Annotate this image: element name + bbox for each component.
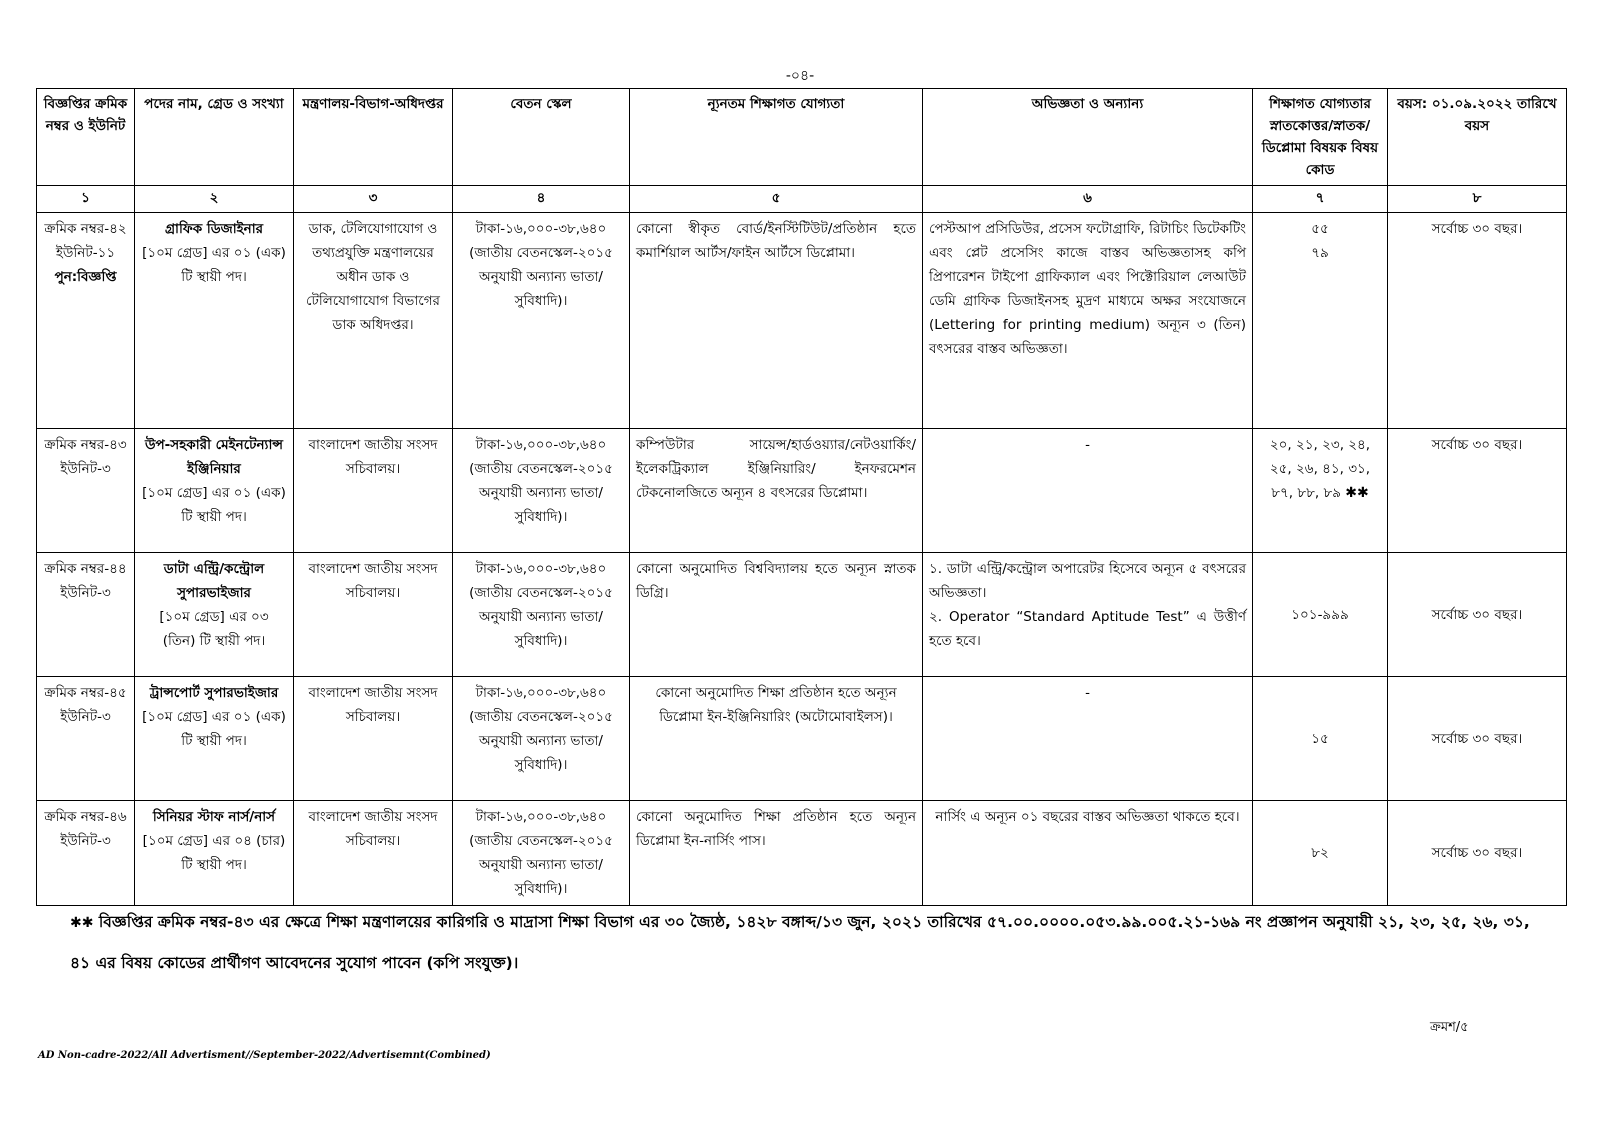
experience-cell: নার্সিং এ অন্যূন ০১ বছরের বাস্তব অভিজ্ঞতা থাকতে হবে। [923,801,1253,906]
serial-cell: ক্রমিক নম্বর-৪৪ ইউনিট-৩ [37,553,135,677]
pay-scale-cell: টাকা-১৬,০০০-৩৮,৬৪০ (জাতীয় বেতনস্কেল-২০১৫ অনুযায়ী অন্যান্য ভাতা/সুবিধাদি)। [453,677,630,801]
experience-cell: - [923,677,1253,801]
serial-cell: ক্রমিক নম্বর-৪৩ ইউনিট-৩ [37,429,135,553]
column-number-row [37,186,1567,213]
post-cell [135,553,294,677]
subject-code-cell: ১৫ [1253,677,1388,801]
table-row [37,213,1567,429]
subject-code-text: ২০, ২১, ২৩, ২৪, ২৫, ২৬, ৪১, ৩১, ৮৭, ৮৮, ৮৯ [1269,437,1371,501]
header-post: পদের নাম, গ্রেড ও সংখ্যা [135,89,294,186]
column-number: ৬ [923,186,1253,213]
column-number: ৭ [1253,186,1388,213]
age-cell: সর্বোচ্চ ৩০ বছর। [1388,213,1567,429]
header-qualification: ন্যূনতম শিক্ষাগত যোগ্যতা [630,89,923,186]
header-subject-code: শিক্ষাগত যোগ্যতার স্নাতকোত্তর/স্নাতক/ ডিপ্লোমা বিষয়ক বিষয় কোড [1253,89,1388,186]
serial-cell [37,213,135,429]
experience-cell: পেস্টআপ প্রসিডিউর, প্রসেস ফটোগ্রাফি, রিটাচিং ডিটেকটিং এবং প্লেট প্রসেসিং কাজে বাস্তব অভিজ্ঞতাসহ কপি প্রিপারেশন টাইপো গ্রাফিক্যাল এবং পিক্টোরিয়াল লেআউট ডেমি গ্রাফিক ডিজাইনসহ মুদ্রণ মাধ্যমে অক্ষর সংযোজনে (Lettering for printing medium) অন্যূন ৩ (তিন) বৎসরের বাস্তব অভিজ্ঞতা। [923,213,1253,429]
ministry-cell: বাংলাদেশ জাতীয় সংসদ সচিবালয়। [294,677,453,801]
column-number: ২ [135,186,294,213]
page-number: -০৪- [785,68,815,84]
serial-text: ক্রমিক নম্বর-৪২ ইউনিট-১১ [44,221,127,261]
pay-scale-cell: টাকা-১৬,০০০-৩৮,৬৪০ (জাতীয় বেতনস্কেল-২০১৫ অনুযায়ী অন্যান্য ভাতা/সুবিধাদি)। [453,213,630,429]
age-cell: সর্বোচ্চ ৩০ বছর। [1388,677,1567,801]
post-cell [135,801,294,906]
advertisement-table [36,88,1567,906]
post-cell [135,213,294,429]
qualification-cell: কোনো অনুমোদিত শিক্ষা প্রতিষ্ঠান হতে অন্যূন ডিপ্লোমা ইন-ইঞ্জিনিয়ারিং (অটোমোবাইলস)। [630,677,923,801]
post-title: ট্রান্সপোর্ট সুপারভাইজার [149,685,279,701]
column-number: ৫ [630,186,923,213]
experience-cell: - [923,429,1253,553]
header-serial: বিজ্ঞপ্তির ক্রমিক নম্বর ও ইউনিট [37,89,135,186]
subject-code-cell: ৮২ [1253,801,1388,906]
pay-scale-cell: টাকা-১৬,০০০-৩৮,৬৪০ (জাতীয় বেতনস্কেল-২০১৫ অনুযায়ী অন্যান্য ভাতা/সুবিধাদি)। [453,801,630,906]
asterisk-mark: ✱✱ [1345,485,1369,501]
post-title: সিনিয়র স্টাফ নার্স/নার্স [152,809,276,825]
post-title: ডাটা এন্ট্রি/কন্ট্রোল সুপারভাইজার [163,561,265,601]
post-grade: [১০ম গ্রেড] এর ০১ (এক) টি স্থায়ী পদ। [142,709,286,749]
ministry-cell: বাংলাদেশ জাতীয় সংসদ সচিবালয়। [294,553,453,677]
subject-code-cell [1253,429,1388,553]
header-age: বয়স: ০১.০৯.২০২২ তারিখে বয়স [1388,89,1567,186]
post-cell [135,677,294,801]
re-advertisement-label: পুন:বিজ্ঞপ্তি [54,269,117,285]
post-cell [135,429,294,553]
pay-scale-cell: টাকা-১৬,০০০-৩৮,৬৪০ (জাতীয় বেতনস্কেল-২০১৫ অনুযায়ী অন্যান্য ভাতা/সুবিধাদি)। [453,553,630,677]
header-pay-scale: বেতন স্কেল [453,89,630,186]
qualification-cell: কোনো অনুমোদিত বিশ্ববিদ্যালয় হতে অন্যূন স্নাতক ডিগ্রি। [630,553,923,677]
table-row [37,801,1567,906]
table-row [37,429,1567,553]
continued-label: ক্রমশ/৫ [1430,1020,1469,1035]
serial-cell: ক্রমিক নম্বর-৪৫ ইউনিট-৩ [37,677,135,801]
footer-file-path: AD Non-cadre-2022/All Advertisment//September-2022/Advertisemnt(Combined) [38,1050,491,1061]
table-row [37,677,1567,801]
subject-code-cell: ১০১-৯৯৯ [1253,553,1388,677]
column-number: ৮ [1388,186,1567,213]
column-number: ৩ [294,186,453,213]
footnote-text: বিজ্ঞপ্তির ক্রমিক নম্বর-৪৩ এর ক্ষেত্রে শিক্ষা মন্ত্রণালয়ের কারিগরি ও মাদ্রাসা শিক্ষা বিভাগ এর ৩০ জ্যৈষ্ঠ, ১৪২৮ বঙ্গাব্দ/১৩ জুন, ২০২১ তারিখের ৫৭.০০.০০০০.০৫৩.৯৯.০০৫.২১-১৬৯ নং প্রজ্ঞাপন অনুযায়ী ২১, ২৩, ২৫, ২৬, ৩১, ৪১ এর বিষয় কোডের প্রার্থীগণ আবেদনের সুযোগ পাবেন (কপি সংযুক্ত)। [70,913,1530,972]
experience-item-2: ২. Operator “Standard Aptitude Test” এ উত্তীর্ণ হতে হবে। [929,609,1246,649]
post-grade: [১০ম গ্রেড] এর ০১ (এক) টি স্থায়ী পদ। [142,245,286,285]
post-grade: [১০ম গ্রেড] এর ০১ (এক) টি স্থায়ী পদ। [142,485,286,525]
qualification-cell: কম্পিউটার সায়েন্স/হার্ডওয়্যার/নেটওয়ার্কিং/ ইলেকট্রিক্যাল ইঞ্জিনিয়ারিং/ ইনফরমেশন টেকনোলজিতে অন্যূন ৪ বৎসরের ডিপ্লোমা। [630,429,923,553]
post-title: উপ-সহকারী মেইনটেন্যান্স ইঞ্জিনিয়ার [145,437,283,477]
column-number: ৪ [453,186,630,213]
post-grade: [১০ম গ্রেড] এর ০৩ (তিন) টি স্থায়ী পদ। [159,609,269,649]
asterisk-mark: ✱✱ [70,915,94,931]
header-ministry: মন্ত্রণালয়-বিভাগ-অধিদপ্তর [294,89,453,186]
age-cell: সর্বোচ্চ ৩০ বছর। [1388,429,1567,553]
pay-scale-cell: টাকা-১৬,০০০-৩৮,৬৪০ (জাতীয় বেতনস্কেল-২০১৫ অনুযায়ী অন্যান্য ভাতা/সুবিধাদি)। [453,429,630,553]
age-cell: সর্বোচ্চ ৩০ বছর। [1388,553,1567,677]
experience-item-1: ১. ডাটা এন্ট্রি/কন্ট্রোল অপারেটর হিসেবে অন্যূন ৫ বৎসরের অভিজ্ঞতা। [929,561,1246,601]
subject-code-cell: ৫৫ ৭৯ [1253,213,1388,429]
ministry-cell: বাংলাদেশ জাতীয় সংসদ সচিবালয়। [294,429,453,553]
header-experience: অভিজ্ঞতা ও অন্যান্য [923,89,1253,186]
post-title: গ্রাফিক ডিজাইনার [164,221,264,237]
column-number: ১ [37,186,135,213]
experience-cell [923,553,1253,677]
age-cell: সর্বোচ্চ ৩০ বছর। [1388,801,1567,906]
ministry-cell: ডাক, টেলিযোগাযোগ ও তথ্যপ্রযুক্তি মন্ত্রণালয়ের অধীন ডাক ও টেলিযোগাযোগ বিভাগের ডাক অধিদপ্তর। [294,213,453,429]
qualification-cell: কোনো স্বীকৃত বোর্ড/ইনস্টিটিউট/প্রতিষ্ঠান হতে কমার্শিয়াল আর্টস/ফাইন আর্টসে ডিপ্লোমা। [630,213,923,429]
serial-cell: ক্রমিক নম্বর-৪৬ ইউনিট-৩ [37,801,135,906]
post-grade: [১০ম গ্রেড] এর ০৪ (চার) টি স্থায়ী পদ। [142,833,286,873]
table-row [37,553,1567,677]
qualification-cell: কোনো অনুমোদিত শিক্ষা প্রতিষ্ঠান হতে অন্যূন ডিপ্লোমা ইন-নার্সিং পাস। [630,801,923,906]
footnote [70,902,1530,983]
header-row [37,89,1567,186]
ministry-cell: বাংলাদেশ জাতীয় সংসদ সচিবালয়। [294,801,453,906]
